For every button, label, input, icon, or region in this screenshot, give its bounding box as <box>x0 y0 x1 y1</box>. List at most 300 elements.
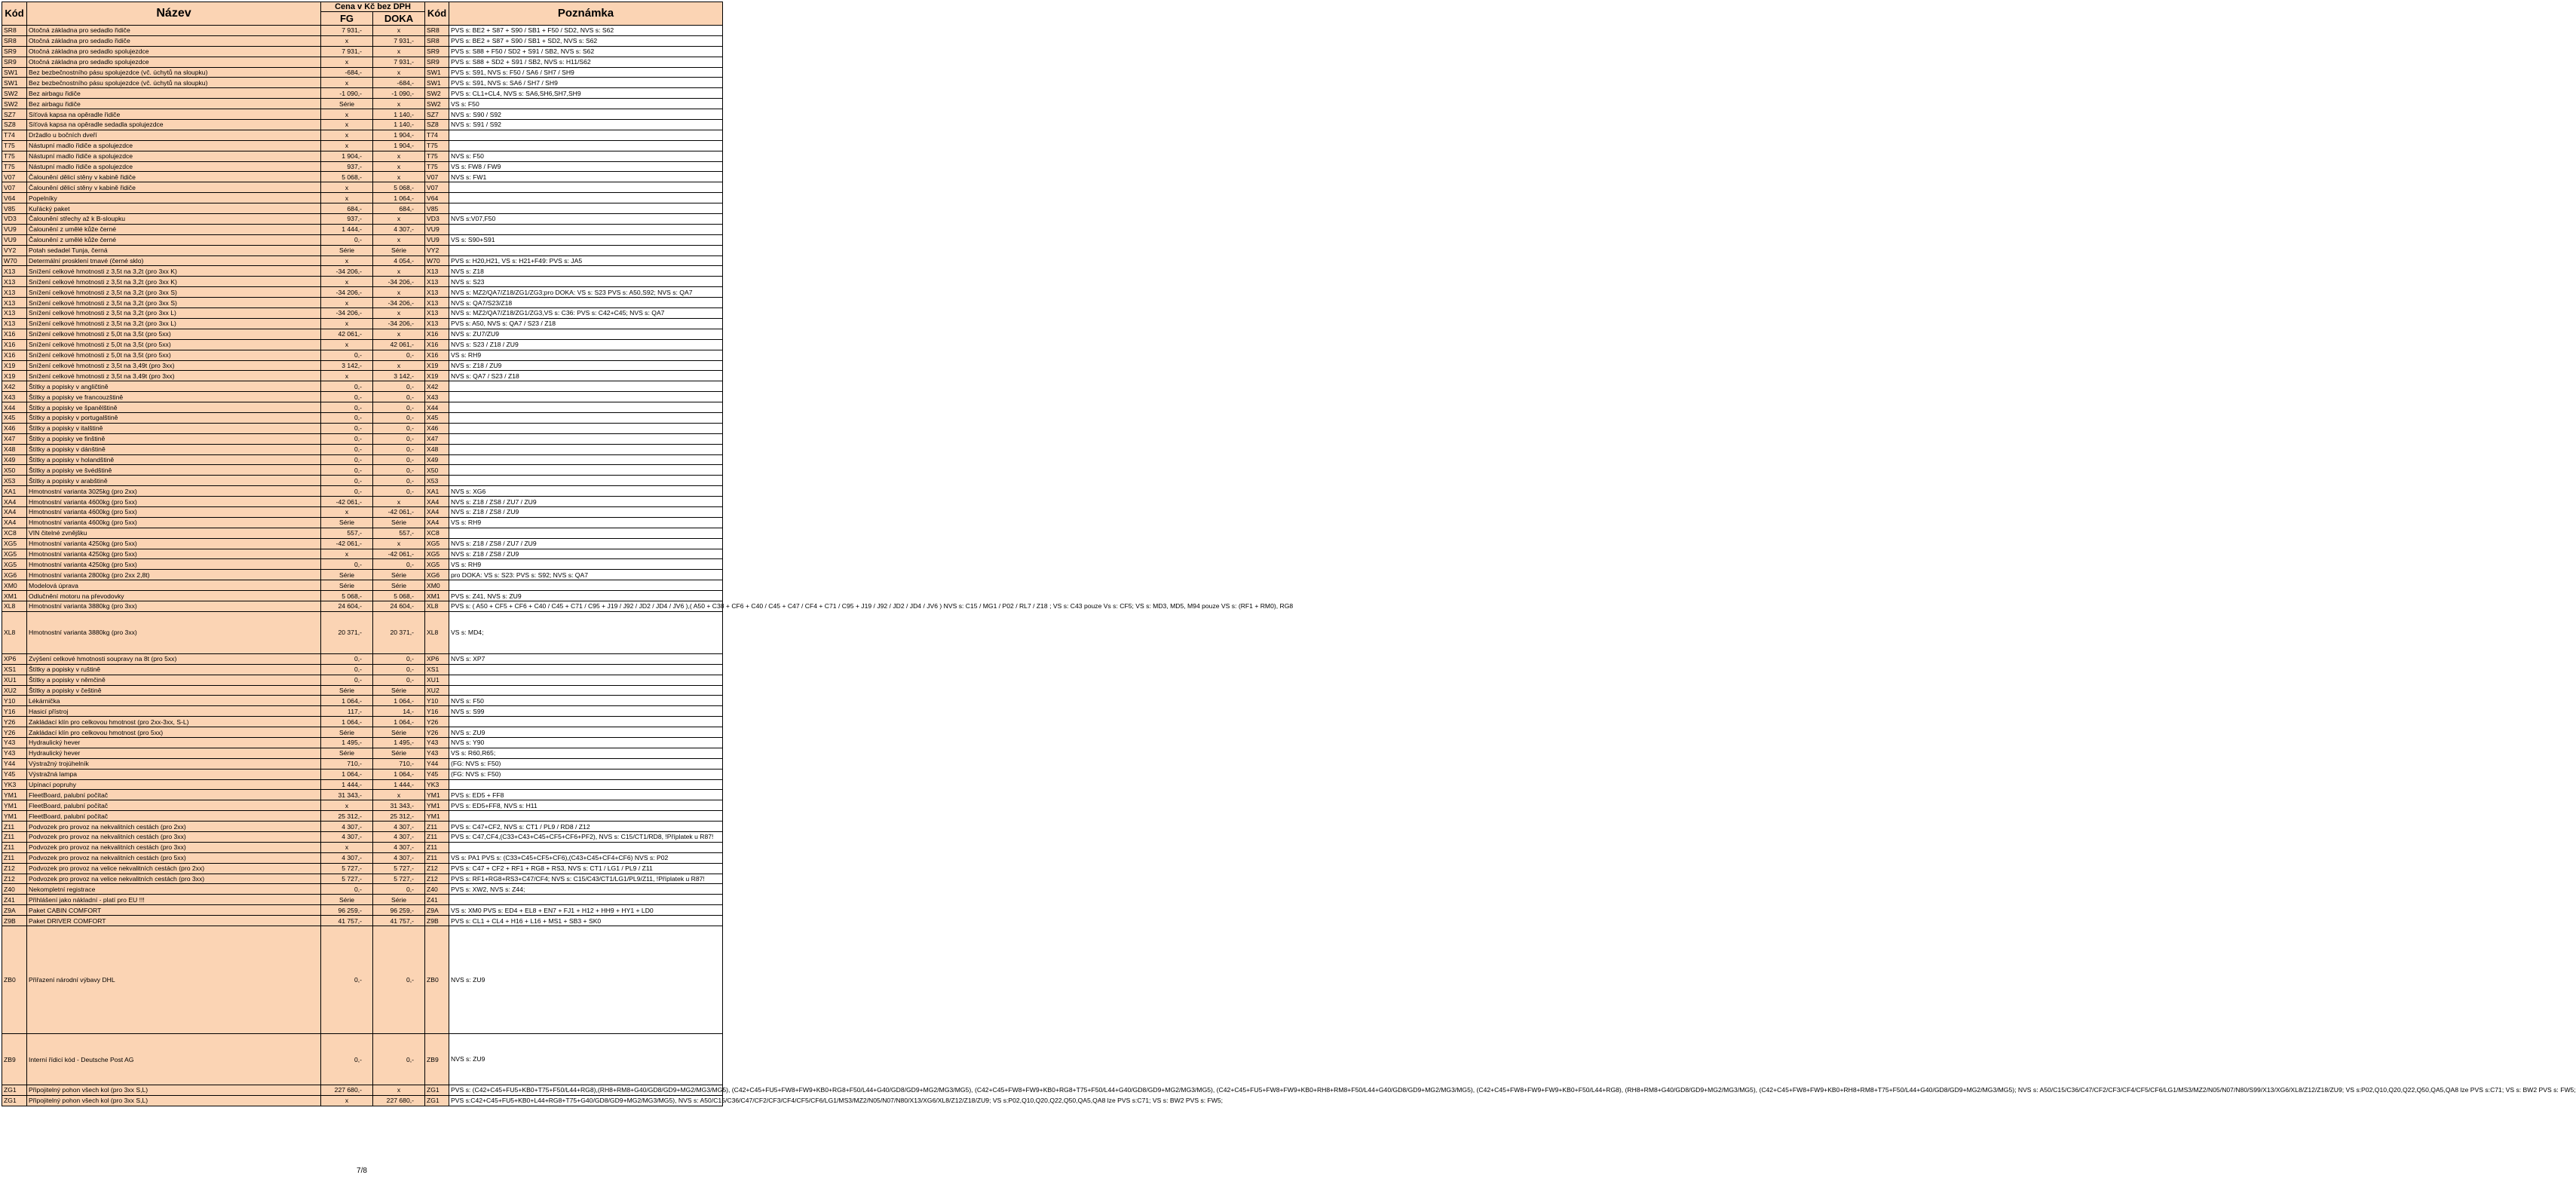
cell-cena-doka: x <box>373 151 425 161</box>
cell-cena-doka: -34 206,- <box>373 277 425 287</box>
cell-cena-doka: 4 054,- <box>373 255 425 266</box>
cell-cena-fg: 0,- <box>321 381 373 392</box>
cell-cena-doka: 0,- <box>373 675 425 685</box>
table-row <box>2 506 723 517</box>
cell-cena-fg: 0,- <box>321 402 373 413</box>
cell-cena-doka: 5 727,- <box>373 863 425 874</box>
cell-poznamka: PVS s: ED5 + FF8 <box>449 790 723 800</box>
cell-cena-doka: 4 307,- <box>373 852 425 863</box>
cell-cena-fg: 0,- <box>321 465 373 476</box>
cell-cena-fg: -34 206,- <box>321 308 373 319</box>
cell-cena-doka: -34 206,- <box>373 298 425 308</box>
table-row <box>2 800 723 811</box>
cell-cena-doka: 96 259,- <box>373 905 425 916</box>
cell-kod-2: X16 <box>425 339 449 350</box>
cell-kod: VU9 <box>2 234 27 245</box>
cell-kod: X19 <box>2 360 27 371</box>
cell-kod: V07 <box>2 182 27 193</box>
cell-cena-doka: 14,- <box>373 706 425 717</box>
cell-poznamka <box>449 444 723 454</box>
cell-cena-fg: 0,- <box>321 476 373 486</box>
cell-kod: X42 <box>2 381 27 392</box>
cell-poznamka <box>449 465 723 476</box>
cell-cena-doka: 5 727,- <box>373 874 425 884</box>
cell-kod-2: VD3 <box>425 214 449 225</box>
cell-kod-2: T75 <box>425 140 449 151</box>
cell-poznamka: NVS s: Z18 / ZS8 / ZU9 <box>449 506 723 517</box>
cell-cena-fg: x <box>321 109 373 120</box>
cell-kod-2: XM0 <box>425 580 449 591</box>
cell-poznamka: PVS s: CL1+CL4, NVS s: SA6,SH6,SH7,SH9 <box>449 88 723 99</box>
cell-nazev: Snížení celkové hmotnosti z 3,5t na 3,2t (pro 3xx K) <box>27 266 321 277</box>
cell-kod-2: XA4 <box>425 497 449 507</box>
cell-cena-doka: 4 307,- <box>373 822 425 832</box>
cell-kod: XA4 <box>2 497 27 507</box>
cell-cena-fg: x <box>321 193 373 203</box>
cell-cena-fg: -1 090,- <box>321 88 373 99</box>
cell-cena-fg: x <box>321 371 373 381</box>
table-row <box>2 559 723 570</box>
table-row <box>2 706 723 717</box>
cell-nazev: Zakládací klín pro celkovou hmotnost (pro 2xx-3xx, S-L) <box>27 717 321 727</box>
cell-cena-doka: 7 931,- <box>373 35 425 46</box>
cell-poznamka <box>449 811 723 822</box>
cell-nazev: Hmotnostní varianta 4250kg (pro 5xx) <box>27 559 321 570</box>
cell-cena-fg: 4 307,- <box>321 852 373 863</box>
header-cena: Cena v Kč bez DPH <box>321 2 425 12</box>
cell-nazev: Podvozek pro provoz na nekvalitních cestách (pro 3xx) <box>27 842 321 852</box>
cell-cena-doka: 0,- <box>373 465 425 476</box>
cell-kod: Y45 <box>2 769 27 779</box>
price-list-table <box>2 2 2576 1106</box>
cell-nazev: Podvozek pro provoz na nekvalitních cestách (pro 5xx) <box>27 852 321 863</box>
cell-kod-2: XU1 <box>425 675 449 685</box>
cell-cena-doka: 0,- <box>373 433 425 444</box>
cell-cena-doka: 0,- <box>373 402 425 413</box>
cell-nazev: Snížení celkové hmotnosti z 3,5t na 3,2t (pro 3xx L) <box>27 308 321 319</box>
header-doka: DOKA <box>373 12 425 26</box>
cell-cena-doka: Série <box>373 245 425 255</box>
table-row <box>2 884 723 895</box>
cell-kod: X16 <box>2 339 27 350</box>
cell-kod-2: X16 <box>425 350 449 360</box>
cell-nazev: Přihlášení jako nákladní - platí pro EU !!! <box>27 895 321 905</box>
cell-cena-doka: 0,- <box>373 350 425 360</box>
cell-cena-doka: Série <box>373 748 425 758</box>
cell-nazev: Čalounění z umělé kůže černé <box>27 224 321 234</box>
cell-cena-fg: Série <box>321 570 373 580</box>
cell-cena-fg: x <box>321 318 373 329</box>
table-row <box>2 748 723 758</box>
cell-poznamka <box>449 224 723 234</box>
cell-nazev: Popelníky <box>27 193 321 203</box>
cell-poznamka: VS s: FW8 / FW9 <box>449 161 723 172</box>
cell-kod-2: V64 <box>425 193 449 203</box>
cell-kod: ZG1 <box>2 1095 27 1106</box>
cell-kod-2: SR9 <box>425 57 449 67</box>
cell-kod-2: Z41 <box>425 895 449 905</box>
cell-poznamka: NVS s: Z18 / ZS8 / ZU9 <box>449 549 723 559</box>
cell-cena-doka: 1 904,- <box>373 130 425 140</box>
cell-cena-fg: 937,- <box>321 214 373 225</box>
cell-poznamka: PVS s: S91, NVS s: SA6 / SH7 / SH9 <box>449 78 723 88</box>
cell-nazev: Hmotnostní varianta 3880kg (pro 3xx) <box>27 601 321 611</box>
cell-kod-2: XG5 <box>425 559 449 570</box>
cell-kod: X49 <box>2 454 27 465</box>
cell-cena-doka: 0,- <box>373 884 425 895</box>
cell-kod: XM1 <box>2 591 27 601</box>
cell-kod-2: W70 <box>425 255 449 266</box>
cell-kod: VU9 <box>2 224 27 234</box>
table-row <box>2 570 723 580</box>
table-row <box>2 130 723 140</box>
cell-nazev: Potah sedadel Tunja, černá <box>27 245 321 255</box>
cell-poznamka: (FG: NVS s: F50) <box>449 758 723 769</box>
cell-cena-doka: 1 064,- <box>373 717 425 727</box>
cell-poznamka: NVS s: ZU9 <box>449 1034 723 1085</box>
table-row <box>2 717 723 727</box>
cell-nazev: FleetBoard, palubní počítač <box>27 811 321 822</box>
cell-poznamka <box>449 402 723 413</box>
cell-kod-2: XL8 <box>425 611 449 653</box>
header-nazev: Název <box>27 2 321 26</box>
cell-kod-2: Y26 <box>425 727 449 738</box>
cell-nazev: Bez bezbečnostního pásu spolujezdce (vč. úchytů na sloupku) <box>27 78 321 88</box>
cell-poznamka <box>449 779 723 790</box>
cell-nazev: Výstražná lampa <box>27 769 321 779</box>
cell-kod: X44 <box>2 402 27 413</box>
cell-cena-doka: 4 307,- <box>373 224 425 234</box>
cell-kod: XG5 <box>2 549 27 559</box>
cell-kod: T75 <box>2 151 27 161</box>
cell-cena-fg: 7 931,- <box>321 46 373 57</box>
table-row <box>2 1034 723 1085</box>
cell-cena-doka: Série <box>373 570 425 580</box>
cell-poznamka: PVS s:C42+C45+FU5+KB0+L44+RG8+T75+G40/GD8/GD9+MG2/MG3/MG5), NVS s: A50/C15/C36/C47/CF2/CF3/CF4/CF5/CF6/LG1/MS3/MZ2/N05/N07/N80/X13/XG6/XL8/Z12/Z18/ZU9; VS s:P02,Q10,Q20,Q22,Q50,QA5,QA8 lze PVS s:C71; VS s: BW2 PVS s: FW5; <box>449 1095 723 1106</box>
cell-kod-2: SW2 <box>425 99 449 109</box>
cell-poznamka <box>449 528 723 538</box>
cell-cena-doka: 0,- <box>373 444 425 454</box>
cell-cena-fg: -42 061,- <box>321 538 373 549</box>
cell-kod-2: Z11 <box>425 852 449 863</box>
cell-cena-doka: 0,- <box>373 486 425 497</box>
cell-cena-fg: Série <box>321 517 373 528</box>
cell-kod-2: Z11 <box>425 832 449 843</box>
cell-kod: YM1 <box>2 811 27 822</box>
table-row <box>2 832 723 843</box>
cell-cena-fg: 20 371,- <box>321 611 373 653</box>
cell-nazev: Hmotnostní varianta 4600kg (pro 5xx) <box>27 497 321 507</box>
cell-kod: YM1 <box>2 790 27 800</box>
table-row <box>2 412 723 423</box>
table-row <box>2 517 723 528</box>
table-row <box>2 905 723 916</box>
table-row <box>2 916 723 926</box>
cell-kod: SW1 <box>2 78 27 88</box>
table-row <box>2 538 723 549</box>
cell-nazev: Čalounění dělicí stěny v kabině řidiče <box>27 172 321 182</box>
table-row <box>2 266 723 277</box>
table-row <box>2 287 723 298</box>
cell-cena-fg: Série <box>321 99 373 109</box>
cell-poznamka <box>449 454 723 465</box>
cell-cena-doka: x <box>373 329 425 339</box>
cell-poznamka <box>449 423 723 433</box>
cell-cena-fg: x <box>321 549 373 559</box>
cell-nazev: Odlučnění motoru na převodovky <box>27 591 321 601</box>
cell-kod: Y16 <box>2 706 27 717</box>
cell-nazev: Nástupní madlo řidiče a spolujezdce <box>27 151 321 161</box>
cell-kod: Z11 <box>2 822 27 832</box>
table-row <box>2 758 723 769</box>
cell-poznamka <box>449 433 723 444</box>
cell-poznamka: PVS s: Z41, NVS s: ZU9 <box>449 591 723 601</box>
cell-nazev: Hmotnostní varianta 4250kg (pro 5xx) <box>27 538 321 549</box>
cell-cena-fg: 0,- <box>321 444 373 454</box>
table-row <box>2 664 723 675</box>
cell-nazev: Snížení celkové hmotnosti z 3,5t na 3,49t (pro 3xx) <box>27 371 321 381</box>
cell-kod-2: X45 <box>425 412 449 423</box>
cell-poznamka: PVS s: A50, NVS s: QA7 / S23 / Z18 <box>449 318 723 329</box>
table-row <box>2 842 723 852</box>
cell-kod-2: VY2 <box>425 245 449 255</box>
cell-kod-2: X13 <box>425 277 449 287</box>
cell-cena-fg: 24 604,- <box>321 601 373 611</box>
cell-kod: SR8 <box>2 26 27 36</box>
cell-kod-2: ZB9 <box>425 1034 449 1085</box>
cell-cena-fg: 1 495,- <box>321 738 373 748</box>
cell-poznamka <box>449 140 723 151</box>
cell-kod-2: XA1 <box>425 486 449 497</box>
cell-nazev: Nástupní madlo řidiče a spolujezdce <box>27 140 321 151</box>
cell-poznamka <box>449 675 723 685</box>
cell-kod: X48 <box>2 444 27 454</box>
cell-cena-doka: 42 061,- <box>373 339 425 350</box>
cell-nazev: Snížení celkové hmotnosti z 3,5t na 3,2t (pro 3xx S) <box>27 298 321 308</box>
cell-kod-2: VU9 <box>425 224 449 234</box>
cell-cena-fg: 3 142,- <box>321 360 373 371</box>
table-row <box>2 203 723 214</box>
cell-nazev: Štítky a popisky ve finštině <box>27 433 321 444</box>
cell-cena-doka: 1 495,- <box>373 738 425 748</box>
cell-nazev: Nekompletní registrace <box>27 884 321 895</box>
cell-kod: V85 <box>2 203 27 214</box>
cell-cena-fg: 0,- <box>321 454 373 465</box>
table-row <box>2 675 723 685</box>
cell-kod-2: XS1 <box>425 664 449 675</box>
cell-cena-fg: 0,- <box>321 675 373 685</box>
table-row <box>2 277 723 287</box>
cell-poznamka: VS s: MD4; <box>449 611 723 653</box>
cell-kod-2: XC8 <box>425 528 449 538</box>
cell-cena-fg: Série <box>321 580 373 591</box>
cell-cena-doka: 557,- <box>373 528 425 538</box>
cell-cena-fg: 0,- <box>321 350 373 360</box>
table-row <box>2 329 723 339</box>
cell-kod-2: X16 <box>425 329 449 339</box>
cell-cena-fg: Série <box>321 895 373 905</box>
table-row <box>2 874 723 884</box>
cell-nazev: Podvozek pro provoz na velice nekvalitních cestách (pro 2xx) <box>27 863 321 874</box>
cell-poznamka: NVS s: Z18 / ZS8 / ZU7 / ZU9 <box>449 538 723 549</box>
cell-nazev: Připojitelný pohon všech kol (pro 3xx S,L) <box>27 1095 321 1106</box>
table-row <box>2 1095 723 1106</box>
cell-poznamka: NVS s: S23 <box>449 277 723 287</box>
table-row <box>2 601 723 611</box>
cell-cena-doka: x <box>373 67 425 78</box>
cell-kod: X50 <box>2 465 27 476</box>
cell-cena-doka: Série <box>373 895 425 905</box>
cell-cena-fg: Série <box>321 245 373 255</box>
cell-poznamka: NVS s: Z18 / ZS8 / ZU7 / ZU9 <box>449 497 723 507</box>
cell-nazev: VIN čitelné zvnějšku <box>27 528 321 538</box>
cell-cena-fg: x <box>321 1095 373 1106</box>
cell-nazev: Bez airbagu řidiče <box>27 88 321 99</box>
table-body <box>2 26 2576 1106</box>
cell-cena-doka: x <box>373 360 425 371</box>
cell-cena-doka: x <box>373 497 425 507</box>
table-row <box>2 35 723 46</box>
cell-kod-2: XG5 <box>425 549 449 559</box>
cell-cena-doka: 25 312,- <box>373 811 425 822</box>
cell-cena-doka: x <box>373 46 425 57</box>
cell-cena-doka: 0,- <box>373 476 425 486</box>
cell-kod: X13 <box>2 266 27 277</box>
table-row <box>2 580 723 591</box>
cell-cena-doka: x <box>373 26 425 36</box>
cell-kod-2: YM1 <box>425 790 449 800</box>
cell-kod-2: Y10 <box>425 696 449 706</box>
cell-cena-doka: 5 068,- <box>373 591 425 601</box>
cell-nazev: Otočná základna pro sedadlo spolujezdce <box>27 46 321 57</box>
cell-poznamka: VS s: RH9 <box>449 559 723 570</box>
table-row <box>2 371 723 381</box>
cell-kod-2: Y45 <box>425 769 449 779</box>
cell-kod-2: Z12 <box>425 863 449 874</box>
table-row <box>2 852 723 863</box>
table-row <box>2 863 723 874</box>
cell-poznamka <box>449 476 723 486</box>
table-row <box>2 738 723 748</box>
cell-kod-2: SW1 <box>425 78 449 88</box>
cell-kod-2: YK3 <box>425 779 449 790</box>
cell-nazev: Štítky a popisky v holandštině <box>27 454 321 465</box>
cell-poznamka: NVS s: S91 / S92 <box>449 120 723 130</box>
table-row <box>2 433 723 444</box>
cell-kod: YM1 <box>2 800 27 811</box>
cell-cena-doka: 1 444,- <box>373 779 425 790</box>
cell-kod-2: X13 <box>425 287 449 298</box>
table-row <box>2 255 723 266</box>
cell-poznamka: PVS s: S88 + F50 / SD2 + S91 / SB2, NVS s: S62 <box>449 46 723 57</box>
cell-nazev: Podvozek pro provoz na nekvalitních cestách (pro 3xx) <box>27 832 321 843</box>
cell-kod-2: X19 <box>425 360 449 371</box>
table-row <box>2 318 723 329</box>
table-row <box>2 308 723 319</box>
cell-kod-2: XU2 <box>425 685 449 696</box>
cell-poznamka <box>449 392 723 402</box>
table-row <box>2 696 723 706</box>
cell-cena-fg: 0,- <box>321 486 373 497</box>
cell-poznamka: PVS s: BE2 + S87 + S90 / SB1 + SD2, NVS s: S62 <box>449 35 723 46</box>
table-row <box>2 769 723 779</box>
cell-kod: T74 <box>2 130 27 140</box>
cell-kod-2: X42 <box>425 381 449 392</box>
cell-nazev: Čalounění střechy až k B-sloupku <box>27 214 321 225</box>
cell-cena-fg: 1 064,- <box>321 717 373 727</box>
cell-nazev: FleetBoard, palubní počítač <box>27 800 321 811</box>
cell-kod-2: SW1 <box>425 67 449 78</box>
cell-nazev: Štítky a popisky v italštině <box>27 423 321 433</box>
cell-poznamka: NVS s:V07,F50 <box>449 214 723 225</box>
cell-poznamka: NVS s: MZ2/QA7/Z18/ZG1/ZG3;pro DOKA: VS s: S23 PVS s: A50,S92; NVS s: QA7 <box>449 287 723 298</box>
cell-nazev: Hmotnostní varianta 4600kg (pro 5xx) <box>27 506 321 517</box>
cell-poznamka: NVS s: MZ2/QA7/Z18/ZG1/ZG3,VS s: C36: PVS s: C42+C45; NVS s: QA7 <box>449 308 723 319</box>
cell-nazev: Štítky a popisky v ruštině <box>27 664 321 675</box>
cell-cena-doka: 1 064,- <box>373 193 425 203</box>
table-row <box>2 360 723 371</box>
cell-poznamka: PVS s: ED5+FF8, NVS s: H11 <box>449 800 723 811</box>
table-row <box>2 350 723 360</box>
table-row <box>2 1085 723 1096</box>
cell-cena-fg: 710,- <box>321 758 373 769</box>
cell-nazev: Síťová kapsa na opěradle řidiče <box>27 109 321 120</box>
table-row <box>2 727 723 738</box>
cell-nazev: Snížení celkové hmotnosti z 3,5t na 3,2t (pro 3xx L) <box>27 318 321 329</box>
cell-cena-fg: 7 931,- <box>321 26 373 36</box>
cell-cena-fg: x <box>321 277 373 287</box>
table-row <box>2 476 723 486</box>
cell-cena-fg: 1 444,- <box>321 224 373 234</box>
cell-kod: VD3 <box>2 214 27 225</box>
cell-kod-2: T75 <box>425 151 449 161</box>
header-fg: FG <box>321 12 373 26</box>
cell-kod-2: ZG1 <box>425 1085 449 1096</box>
cell-kod-2: T75 <box>425 161 449 172</box>
cell-kod-2: Y26 <box>425 717 449 727</box>
cell-cena-doka: 0,- <box>373 653 425 664</box>
cell-nazev: Hmotnostní varianta 3025kg (pro 2xx) <box>27 486 321 497</box>
table-row <box>2 339 723 350</box>
cell-cena-doka: 710,- <box>373 758 425 769</box>
cell-poznamka: VS s: PA1 PVS s: (C33+C45+CF5+CF6),(C43+C45+CF4+CF6) NVS s: P02 <box>449 852 723 863</box>
cell-kod-2: SR8 <box>425 35 449 46</box>
cell-cena-fg: 25 312,- <box>321 811 373 822</box>
cell-cena-fg: 227 680,- <box>321 1085 373 1096</box>
table-row <box>2 790 723 800</box>
cell-poznamka <box>449 130 723 140</box>
table-row <box>2 234 723 245</box>
cell-kod-2: Z11 <box>425 822 449 832</box>
table-row <box>2 182 723 193</box>
cell-cena-fg: x <box>321 35 373 46</box>
cell-kod: Z12 <box>2 863 27 874</box>
cell-cena-fg: 684,- <box>321 203 373 214</box>
cell-kod: ZB0 <box>2 926 27 1034</box>
cell-cena-doka: -34 206,- <box>373 318 425 329</box>
cell-cena-doka: Série <box>373 517 425 528</box>
cell-cena-fg: 1 444,- <box>321 779 373 790</box>
cell-cena-fg: x <box>321 298 373 308</box>
cell-cena-fg: 41 757,- <box>321 916 373 926</box>
cell-nazev: Nástupní madlo řidiče a spolujezdce <box>27 161 321 172</box>
cell-kod: X47 <box>2 433 27 444</box>
cell-nazev: Determální prosklení tmavé (černé sklo) <box>27 255 321 266</box>
cell-cena-fg: 0,- <box>321 234 373 245</box>
cell-nazev: Interní řídicí kód - Deutsche Post AG <box>27 1034 321 1085</box>
cell-cena-doka: x <box>373 790 425 800</box>
cell-cena-doka: x <box>373 308 425 319</box>
